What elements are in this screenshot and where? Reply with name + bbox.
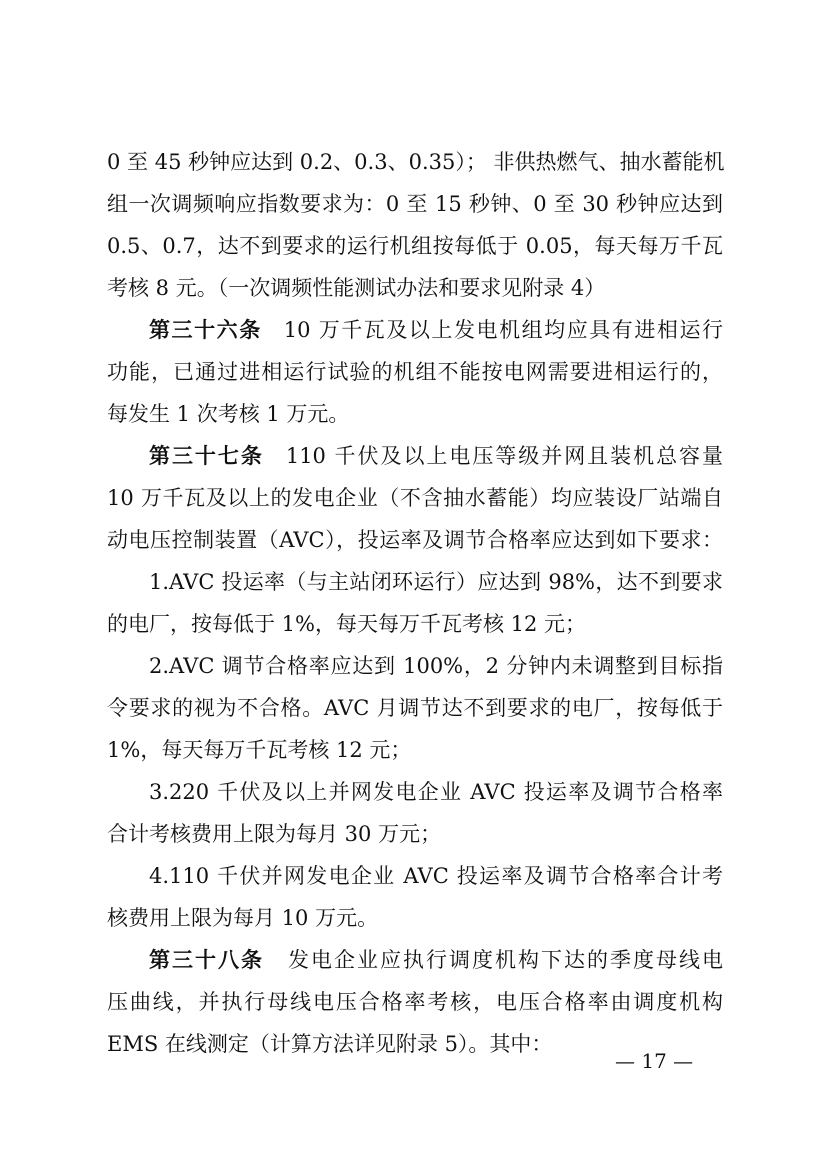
text-line: 0 至 45 秒钟应达到 0.2、0.3、0.35）； 非供热燃气、抽水蓄能机 [107,150,725,174]
text-line: 2.AVC 调节合格率应达到 100%，2 分钟内未调整到目标指 [149,654,723,678]
article-37-line [149,436,723,476]
text-line: 1%，每天每万千瓦考核 12 元； [107,738,412,762]
article-text: 110 千伏及以上电压等级并网且装机总容量 [285,444,723,468]
article-heading: 第三十七条 [149,443,264,468]
article-heading: 第三十八条 [149,947,264,972]
text-line: 考核 8 元。（一次调频性能测试办法和要求见附录 4） [107,276,606,300]
text-line: 组一次调频响应指数要求为：0 至 15 秒钟、0 至 30 秒钟应达到 [107,192,723,216]
text-line: 合计考核费用上限为每月 30 万元； [107,822,442,846]
article-text: 发电企业应执行调度机构下达的季度母线电 [286,948,723,972]
text-line: 1.AVC 投运率（与主站闭环运行）应达到 98%，达不到要求 [149,570,723,594]
text-line: EMS 在线测定（计算方法详见附录 5）。其中： [107,1032,553,1056]
article-36-line [149,310,723,350]
text-line: 0.5、0.7，达不到要求的运行机组按每低于 0.05，每天每万千瓦 [107,234,723,258]
text-line: 3.220 千伏及以上并网发电企业 AVC 投运率及调节合格率 [149,780,723,804]
text-line: 令要求的视为不合格。AVC 月调节达不到要求的电厂，按每低于 [107,696,723,720]
text-line: 压曲线，并执行母线电压合格率考核，电压合格率由调度机构 [107,990,723,1014]
text-line: 每发生 1 次考核 1 万元。 [107,402,350,426]
article-text: 10 万千瓦及以上发电机组均应具有进相运行 [283,318,724,342]
text-line: 4.110 千伏并网发电企业 AVC 投运率及调节合格率合计考 [149,864,723,888]
text-line: 10 万千瓦及以上的发电企业（不含抽水蓄能）均应装设厂站端自 [107,486,723,510]
article-38-line [149,940,723,980]
text-line: 动电压控制装置（AVC），投运率及调节合格率应达到如下要求： [107,528,723,552]
text-line: 核费用上限为每月 10 万元。 [107,906,379,930]
text-line: 的电厂，按每低于 1%，每天每万千瓦考核 12 元； [107,612,587,636]
text-line: 功能，已通过进相运行试验的机组不能按电网需要进相运行的， [107,360,723,384]
page-number: — 17 — [615,1049,694,1073]
article-heading: 第三十六条 [149,317,262,342]
